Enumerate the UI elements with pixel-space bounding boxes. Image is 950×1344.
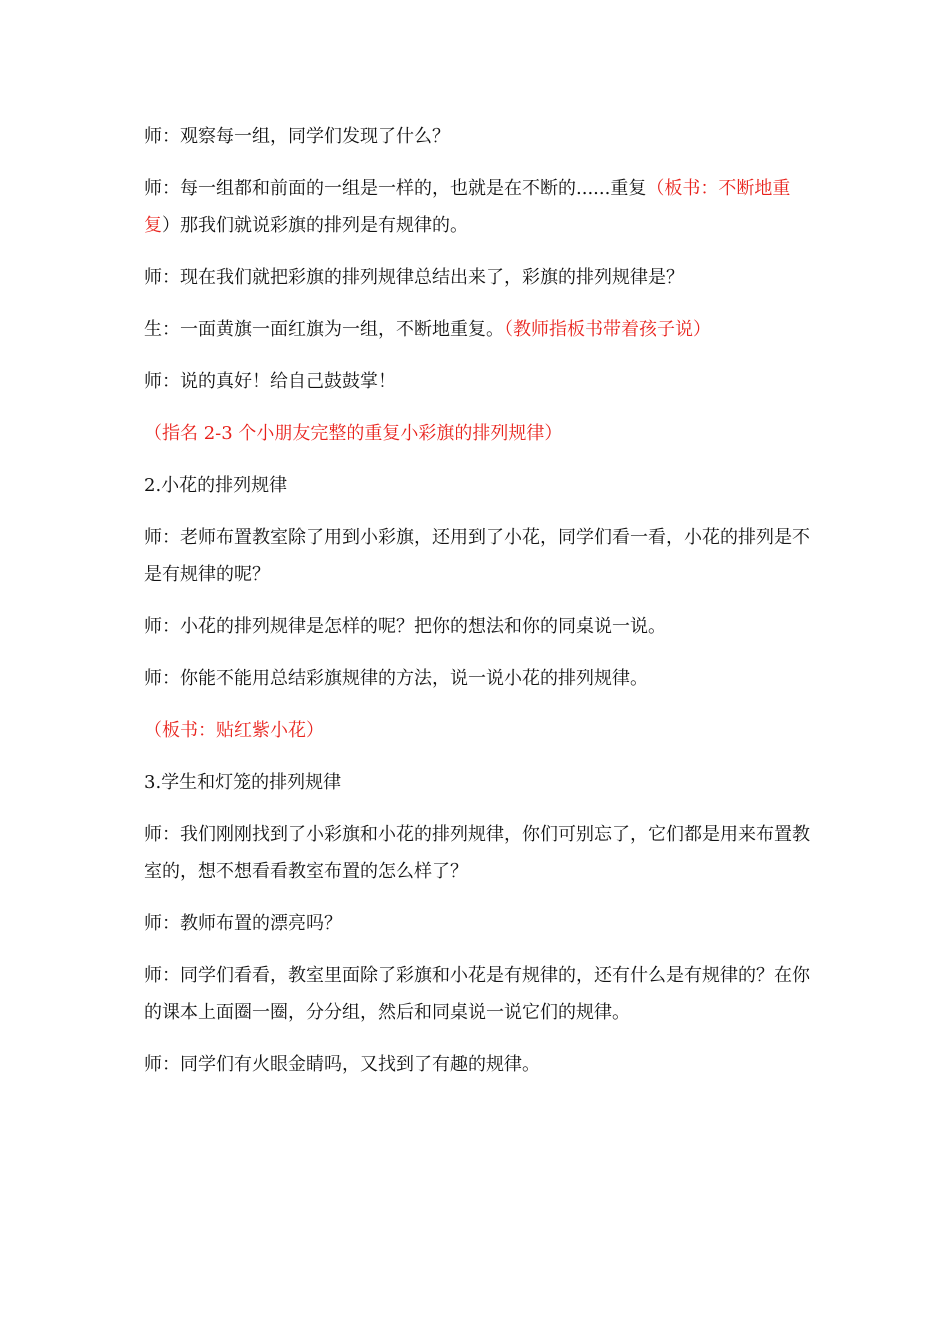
text-run: 师：教师布置的漂亮吗？ (144, 913, 342, 934)
paragraph (144, 608, 812, 645)
paragraph (144, 363, 812, 400)
text-run: 师：每一组都和前面的一组是一样的，也就是在不断的......重复 (144, 178, 647, 199)
text-run: 师：老师布置教室除了用到小彩旗，还用到了小花，同学们看一看，小花的排列是不是有规律的呢？ (144, 527, 810, 585)
board-note: （板书：贴红紫小花） (144, 720, 324, 741)
text-run: 师：你能不能用总结彩旗规律的方法，说一说小花的排列规律。 (144, 668, 648, 689)
paragraph (144, 259, 812, 296)
text-run: 2.小花的排列规律 (144, 475, 288, 496)
paragraph (144, 660, 812, 697)
text-run: ）那我们就说彩旗的排列是有规律的。 (162, 215, 468, 236)
board-note: （板书：不断地重复 (144, 178, 791, 236)
paragraph (144, 712, 812, 749)
text-run: 师：小花的排列规律是怎样的呢？把你的想法和你的同桌说一说。 (144, 616, 666, 637)
text-run: 师：说的真好！给自己鼓鼓掌！ (144, 371, 396, 392)
paragraph (144, 816, 812, 890)
paragraph (144, 957, 812, 1031)
text-run: 3.学生和灯笼的排列规律 (144, 772, 342, 793)
paragraph (144, 170, 812, 244)
teacher-note: （指名 2-3 个小朋友完整的重复小彩旗的排列规律） (144, 423, 563, 444)
section-heading (144, 467, 812, 504)
teacher-note: （教师指板书带着孩子说） (504, 319, 711, 340)
paragraph (144, 118, 812, 155)
paragraph (144, 415, 812, 452)
section-heading (144, 764, 812, 801)
text-run: 师：我们刚刚找到了小彩旗和小花的排列规律，你们可别忘了，它们都是用来布置教室的，想不想看看教室布置的怎么样了？ (144, 824, 810, 882)
text-run: 师：同学们有火眼金睛吗，又找到了有趣的规律。 (144, 1054, 540, 1075)
text-run: 师：现在我们就把彩旗的排列规律总结出来了，彩旗的排列规律是？ (144, 267, 684, 288)
text-run: 师：观察每一组，同学们发现了什么？ (144, 126, 450, 147)
paragraph (144, 905, 812, 942)
paragraph (144, 519, 812, 593)
text-run: 师：同学们看看，教室里面除了彩旗和小花是有规律的，还有什么是有规律的？在你的课本上面圈一圈，分分组，然后和同桌说一说它们的规律。 (144, 965, 810, 1023)
paragraph (144, 1046, 812, 1083)
lesson-text (144, 118, 812, 1098)
paragraph (144, 311, 812, 348)
text-run: 生：一面黄旗一面红旗为一组，不断地重复。 (144, 319, 504, 340)
